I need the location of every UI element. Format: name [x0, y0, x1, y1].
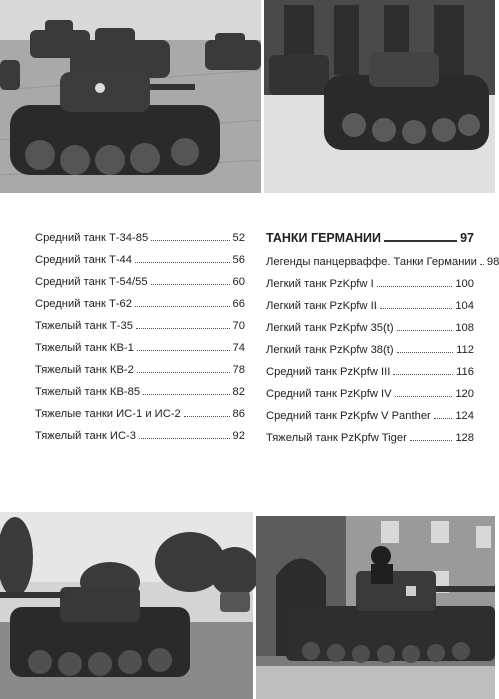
toc-entry-title: Тяжелый танк КВ-85	[35, 386, 141, 398]
toc-entry-title: Средний танк Т-54/55	[35, 276, 148, 288]
toc-entry-title: Легкий танк PzKpfw II	[266, 300, 377, 312]
toc-entry-title: Тяжелый танк ИС-3	[35, 430, 136, 442]
toc-leader-dots	[480, 264, 484, 265]
toc-entry-title: Тяжелый танк КВ-1	[35, 342, 134, 354]
toc-entry-page: 78	[232, 364, 245, 376]
toc-entry-page: 56	[232, 254, 245, 266]
toc-entry-title: Легкий танк PzKpfw 35(t)	[266, 322, 394, 334]
toc-entry-title: Средний танк PzKpfw III	[266, 366, 391, 378]
toc-entry-title: Тяжелый танк PzKpfw Tiger	[266, 432, 407, 444]
toc-entry[interactable]	[35, 318, 245, 340]
toc-leader-dots	[434, 418, 453, 419]
toc-entry-title: Легкий танк PzKpfw I	[266, 278, 374, 290]
toc-section-title: ТАНКИ ГЕРМАНИИ	[266, 231, 382, 245]
toc-leader-dots	[377, 286, 453, 287]
toc-entry-page: 74	[232, 342, 245, 354]
toc-entry-title: Средний танк Т-62	[35, 298, 132, 310]
toc-entry-page: 116	[456, 366, 474, 378]
toc-leader-dots	[380, 308, 453, 309]
toc-entry[interactable]	[35, 252, 245, 274]
toc-entry-title: Средний танк PzKpfw IV	[266, 388, 392, 400]
toc-entry-page: 112	[456, 344, 474, 356]
toc-entry-title: Тяжелый танк Т-35	[35, 320, 133, 332]
toc-leader-dots	[184, 416, 230, 417]
toc-entry-page: 60	[232, 276, 245, 288]
toc-entry-title: Легенды панцерваффе. Танки Германии	[266, 256, 477, 268]
toc-entry-title: Средний танк Т-34-85	[35, 232, 149, 244]
toc-leader-dots	[151, 240, 229, 241]
toc-entry[interactable]	[35, 340, 245, 362]
toc-leader-dots	[136, 328, 230, 329]
photo-pzkpfw-iv	[256, 516, 495, 699]
toc-leader-dots	[151, 284, 230, 285]
toc-entry[interactable]	[266, 254, 499, 276]
toc-entry[interactable]	[266, 408, 474, 430]
toc-entry[interactable]	[266, 430, 474, 452]
toc-entry-page: 92	[232, 430, 245, 442]
toc-entry-page: 98	[486, 256, 499, 268]
toc-entry-page: 100	[455, 278, 474, 290]
toc-section-heading[interactable]	[266, 230, 474, 254]
toc-leader-dots	[397, 352, 454, 353]
toc-entry[interactable]	[266, 320, 474, 342]
toc-leader-dots	[410, 440, 452, 441]
toc-entry[interactable]	[35, 362, 245, 384]
toc-section-rule	[384, 240, 457, 242]
toc-entry-page: 70	[232, 320, 245, 332]
toc-entry-page: 120	[455, 388, 474, 400]
toc-entry[interactable]	[266, 386, 474, 408]
toc-entry[interactable]	[35, 428, 245, 450]
toc-leader-dots	[143, 394, 229, 395]
toc-entry-page: 104	[455, 300, 474, 312]
photo-bt-tanks	[0, 0, 261, 193]
toc-entry-title: Тяжелые танки ИС-1 и ИС-2	[35, 408, 181, 420]
toc-left-column	[35, 230, 245, 450]
toc-entry-title: Легкий танк PzKpfw 38(t)	[266, 344, 394, 356]
toc-leader-dots	[395, 396, 453, 397]
toc-entry[interactable]	[35, 384, 245, 406]
toc-leader-dots	[139, 438, 230, 439]
toc-entry-page: 52	[232, 232, 245, 244]
toc-leader-dots	[135, 262, 230, 263]
toc-entry-title: Тяжелый танк КВ-2	[35, 364, 134, 376]
toc-entry-page: 86	[232, 408, 245, 420]
toc-entry[interactable]	[266, 364, 474, 386]
toc-entry-page: 124	[455, 410, 474, 422]
photo-tiger-tank	[0, 512, 253, 699]
toc-entry-page: 128	[455, 432, 474, 444]
toc-leader-dots	[135, 306, 230, 307]
toc-entry[interactable]	[35, 230, 245, 252]
toc-entry[interactable]	[266, 276, 474, 298]
toc-leader-dots	[397, 330, 453, 331]
photo-light-tank	[264, 0, 495, 193]
toc-entry-page: 66	[232, 298, 245, 310]
toc-entry[interactable]	[35, 274, 245, 296]
toc-section-page: 97	[460, 231, 474, 245]
toc-entry[interactable]	[35, 296, 245, 318]
toc-entry[interactable]	[266, 298, 474, 320]
toc-entry[interactable]	[266, 342, 474, 364]
toc-entry[interactable]	[35, 406, 245, 428]
toc-leader-dots	[137, 372, 230, 373]
toc-leader-dots	[393, 374, 453, 375]
toc-right-column	[266, 230, 499, 452]
toc-entry-page: 108	[455, 322, 474, 334]
toc-entry-page: 82	[232, 386, 245, 398]
toc-entry-title: Средний танк PzKpfw V Panther	[266, 410, 431, 422]
toc-entry-title: Средний танк Т-44	[35, 254, 132, 266]
toc-leader-dots	[137, 350, 230, 351]
